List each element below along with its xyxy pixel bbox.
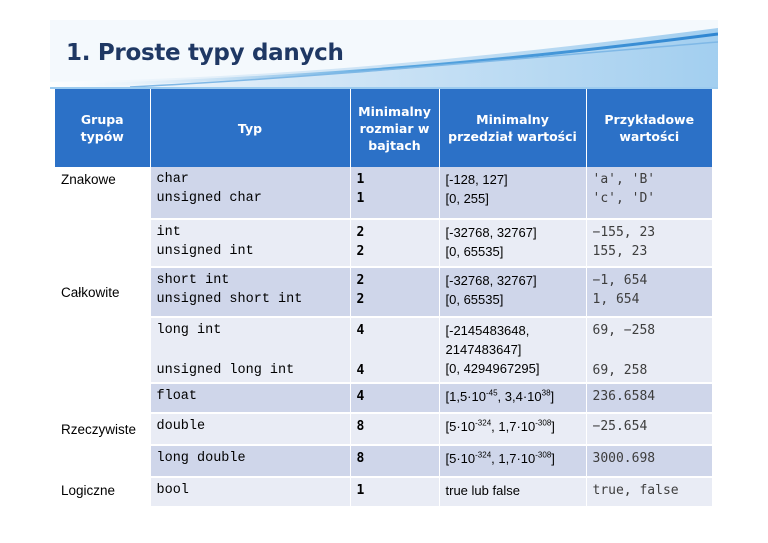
type-cell: short int unsigned short int <box>150 267 350 317</box>
header-range: Minimalny przedział wartości <box>439 89 586 167</box>
range-cell: [-32768, 32767] [0, 65535] <box>439 267 586 317</box>
group-empty-cell <box>55 445 150 477</box>
table-row <box>55 219 712 267</box>
type-cell: double <box>150 413 350 445</box>
table-header-row <box>55 89 712 167</box>
header-examples: Przykładowe wartości <box>586 89 712 167</box>
type-cell: char unsigned char <box>150 167 350 219</box>
table-row <box>55 383 712 413</box>
group-empty-cell <box>55 219 150 267</box>
range-cell: [$5\cdot 10^{-324}$, $1,7\cdot 10^{-308}$] <box>439 413 586 445</box>
page-title: 1. Proste typy danych <box>66 40 344 66</box>
type-cell: long double <box>150 445 350 477</box>
example-cell: 'a', 'B' 'c', 'D' <box>586 167 712 219</box>
header-group: Grupa typów <box>55 89 150 167</box>
type-cell: float <box>150 383 350 413</box>
size-cell: 2 2 <box>350 267 439 317</box>
example-cell: −1, 654 1, 654 <box>586 267 712 317</box>
example-cell: −155, 23 155, 23 <box>586 219 712 267</box>
group-label: Rzeczywiste <box>55 413 150 445</box>
table-row <box>55 477 712 507</box>
type-cell: long int unsigned long int <box>150 317 350 383</box>
example-cell: −25.654 <box>586 413 712 445</box>
range-cell: [-32768, 32767] [0, 65535] <box>439 219 586 267</box>
group-label: Logiczne <box>55 477 150 507</box>
size-cell: 1 <box>350 477 439 507</box>
table-row <box>55 413 712 445</box>
range-cell: [-128, 127] [0, 255] <box>439 167 586 219</box>
type-cell: bool <box>150 477 350 507</box>
header-type: Typ <box>150 89 350 167</box>
range-cell: [$5\cdot 10^{-324}$, $1,7\cdot 10^{-308}$] <box>439 445 586 477</box>
example-cell: 3000.698 <box>586 445 712 477</box>
table-row <box>55 317 712 383</box>
range-cell: true lub false <box>439 477 586 507</box>
size-cell: 8 <box>350 413 439 445</box>
size-cell: 4 4 <box>350 317 439 383</box>
table-row <box>55 445 712 477</box>
example-cell: 236.6584 <box>586 383 712 413</box>
size-cell: 2 2 <box>350 219 439 267</box>
group-empty-cell <box>55 317 150 383</box>
type-cell: int unsigned int <box>150 219 350 267</box>
table-row <box>55 167 712 219</box>
range-cell: [-2145483648, 2147483647] [0, 4294967295] <box>439 317 586 383</box>
group-label: Całkowite <box>55 267 150 317</box>
data-types-table <box>55 89 712 508</box>
table-row <box>55 267 712 317</box>
size-cell: 4 <box>350 383 439 413</box>
size-cell: 8 <box>350 445 439 477</box>
range-cell: [$1,5\cdot 10^{-45}$, $3,4\cdot 10^{38}$] <box>439 383 586 413</box>
group-label: Znakowe <box>55 167 150 219</box>
header-size: Minimalny rozmiar w bajtach <box>350 89 439 167</box>
size-cell: 1 1 <box>350 167 439 219</box>
example-cell: 69, −258 69, 258 <box>586 317 712 383</box>
example-cell: true, false <box>586 477 712 507</box>
group-empty-cell <box>55 383 150 413</box>
